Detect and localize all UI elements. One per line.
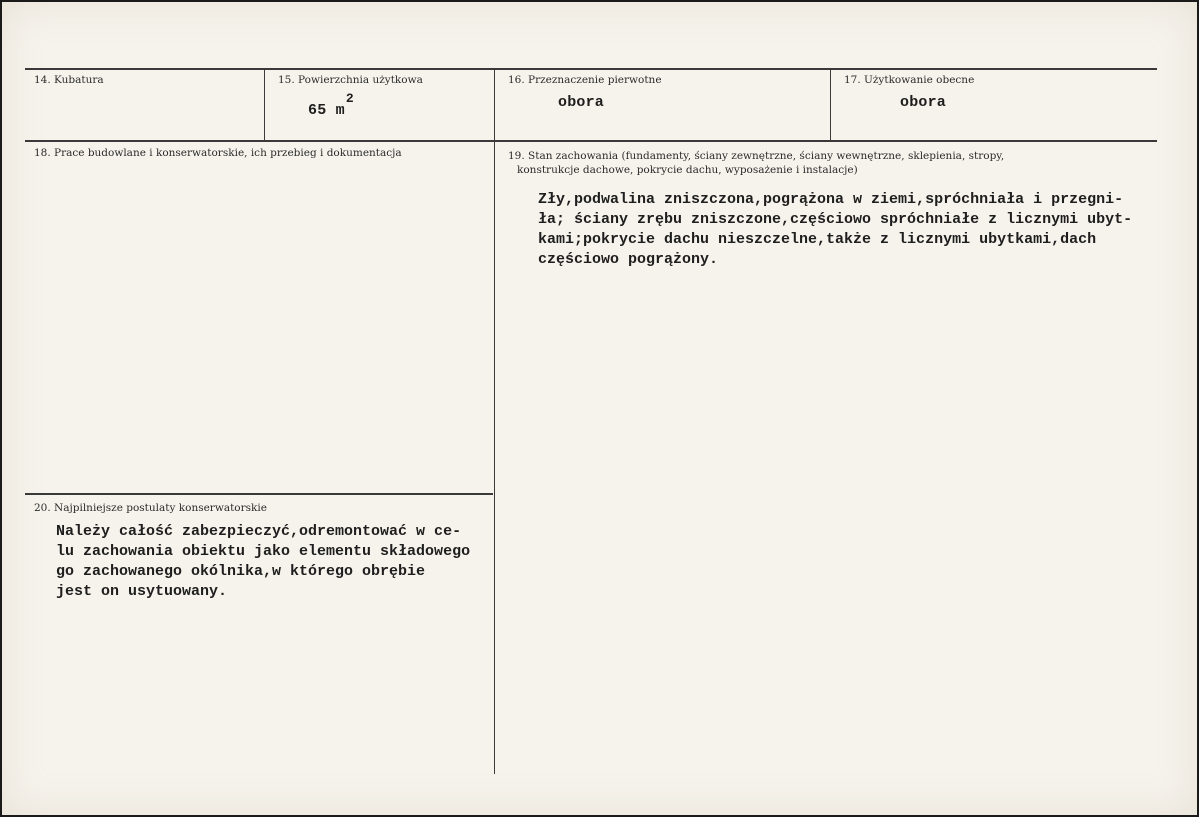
field-17-value: obora — [900, 94, 947, 111]
field-15-label: 15. Powierzchnia użytkowa — [278, 74, 423, 86]
field-20-line: Należy całość zabezpieczyć,odremontować w ce- — [56, 523, 462, 540]
field-14-label: 14. Kubatura — [34, 74, 104, 86]
field-19-label-line2: konstrukcje dachowe, pokrycie dachu, wyposażenie i instalacje) — [517, 164, 858, 176]
field-17-label: 17. Użytkowanie obecne — [844, 74, 975, 86]
row1-bottom-rule — [25, 140, 1157, 142]
divider-14-15 — [264, 68, 265, 140]
field-19-line: kami;pokrycie dachu nieszczelne,także z licznymi ubytkami,dach — [538, 231, 1097, 248]
field-18-label: 18. Prace budowlane i konserwatorskie, ich przebieg i dokumentacja — [34, 147, 402, 159]
field-15-exponent: 2 — [345, 91, 354, 106]
field-19-line: ła; ściany zrębu zniszczone,częściowo spróchniałe z licznymi ubyt- — [538, 211, 1133, 228]
field-20-line: lu zachowania obiektu jako elementu składowego — [56, 543, 471, 560]
field-19-label-line1: 19. Stan zachowania (fundamenty, ściany zewnętrzne, ściany wewnętrzne, sklepienia, stropy, — [508, 150, 1005, 162]
field-20-text — [56, 522, 470, 602]
divider-16-17 — [830, 68, 831, 140]
field-20-line: jest on usytuowany. — [56, 583, 228, 600]
field-20-line: go zachowanego okólnika,w którego obrębie — [56, 563, 426, 580]
field-19-line: częściowo pogrążony. — [538, 251, 719, 268]
record-card — [2, 2, 1197, 815]
section20-top-rule — [25, 493, 493, 495]
divider-15-16 — [494, 68, 495, 774]
field-16-value: obora — [558, 94, 605, 111]
top-rule — [25, 68, 1157, 70]
field-19-line: Zły,podwalina zniszczona,pogrążona w ziemi,spróchniała i przegni- — [538, 191, 1124, 208]
field-15-number: 65 m — [308, 102, 345, 119]
field-19-text — [538, 190, 1132, 270]
field-15-value — [308, 91, 354, 119]
field-16-label: 16. Przeznaczenie pierwotne — [508, 74, 662, 86]
field-20-label: 20. Najpilniejsze postulaty konserwatorskie — [34, 502, 267, 514]
